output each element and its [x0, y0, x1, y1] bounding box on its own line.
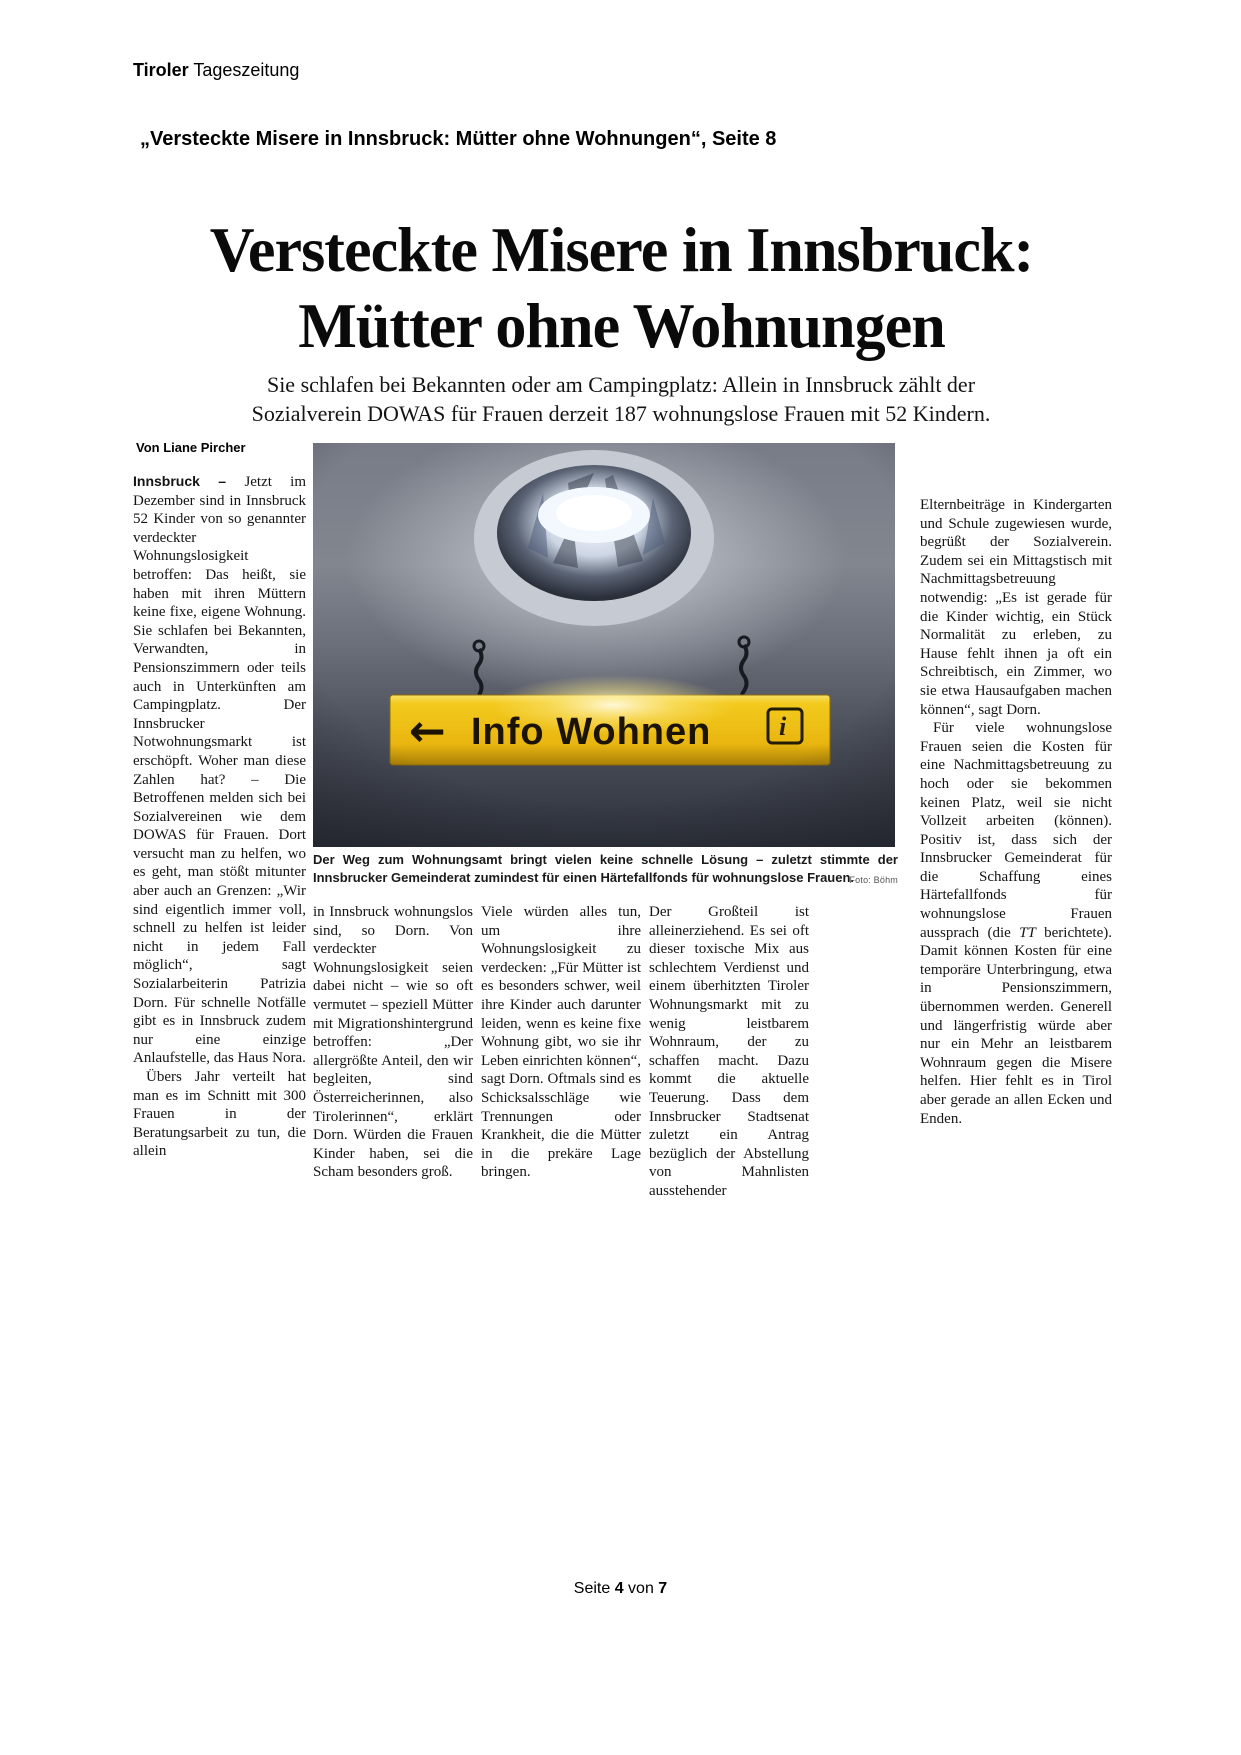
article-reference-line: „Versteckte Misere in Innsbruck: Mütter ohne Wohnungen“, Seite 8 [140, 128, 777, 150]
article-photo [313, 443, 895, 847]
page-footer [0, 1580, 1241, 1598]
paragraph: Viele würden alles tun, um ihre Wohnungslosigkeit zu verdecken: „Für Mütter ist es besonders schwer, weil ihre Kinder auch darunter leiden, wenn es keine fixe Wohnung gibt, wo sie ihr Leben einrichten können“, sagt Dorn. Oftmals sind es Schicksalsschläge wie Trennungen oder Krankheit, die die Mütter in die prekäre Lage bringen. [481, 904, 641, 1181]
body-column-2 [313, 903, 473, 1182]
caption-text: Der Weg zum Wohnungsamt bringt vielen keine schnelle Lösung – zuletzt stimmte der Innsbrucker Gemeinderat zumindest für einen Härtefallfonds für wohnungslose Frauen. [313, 852, 898, 885]
paragraph: Übers Jahr verteilt hat man es im Schnitt mit 300 Frauen in der Beratungsarbeit zu tun, die allein [133, 1069, 306, 1160]
body-column-1 [133, 472, 306, 1161]
masthead [133, 60, 299, 81]
footer-total-pages: 7 [658, 1580, 668, 1597]
footer-current-page: 4 [614, 1580, 624, 1597]
paragraph [920, 719, 1112, 1128]
headline [148, 212, 1096, 364]
headline-line-1: Versteckte Misere in Innsbruck: [209, 214, 1034, 285]
body-text: berichtete). Damit können Kosten für eine temporäre Unterbringung, etwa in Pensionszimmern, übernommen werden. Generell und längerfristig würde aber nur ein Mehr an leistbarem Wohnraum gegen die Misere helfen. Hier fehlt es in Tirol aber gerade an allen Ecken und Enden. [920, 924, 1112, 1127]
body-column-5 [920, 496, 1112, 1128]
location-lead-in: Innsbruck – [133, 473, 245, 489]
headline-line-2: Mütter ohne Wohnungen [298, 290, 945, 361]
photo-credit: Foto: Böhm [849, 875, 898, 885]
paragraph [133, 472, 306, 1068]
photo-caption [313, 851, 898, 887]
body-column-3 [481, 903, 641, 1182]
footer-separator: von [623, 1580, 659, 1597]
photo-vignette [313, 443, 895, 847]
byline: Von Liane Pircher [136, 440, 246, 455]
paragraph: Der Großteil ist alleinerziehend. Es sei oft dieser toxische Mix aus schlechtem Verdienst und einem überhitzten Tiroler Wohnungsmarkt mit zu wenig leistbarem Wohnraum, der zu schaffen macht. Dazu kommt die aktuelle Teuerung. Dass dem Innsbrucker Stadtsenat zuletzt ein Antrag bezüglich der Abstellung von Mahnlisten ausstehender [649, 904, 809, 1199]
body-text: Jetzt im Dezember sind in Innsbruck 52 Kinder von so genannter verdeckter Wohnungslosigkeit betroffen: Das heißt, sie haben mit ihren Müttern keine fixe, eigene Wohnung. Sie schlafen bei Bekannten, Verwandten, in Pensionszimmern oder teils auch in Unterkünften am Campingplatz. Der Innsbrucker Notwohnungsmarkt ist erschöpft. Woher man diese Zahlen hat? – Die Betroffenen melden sich bei Sozialvereinen wie dem DOWAS für Frauen. Dort versucht man zu helfen, wo es geht, man stößt mitunter aber auch an Grenzen: „Wir sind eigentlich immer voll, schnell zu helfen ist leider nicht in jedem Fall möglich“, sagt Sozialarbeiterin Patrizia Dorn. Für schnelle Notfälle gibt es in Innsbruck zudem nur eine einzige Anlaufstelle, das Haus Nora. [133, 474, 306, 1067]
paragraph: Elternbeiträge in Kindergarten und Schule zugewiesen wurde, begrüßt der Sozialverein. Zudem sei ein Mittagstisch mit Nachmittagsbetreuung notwendig: „Es ist gerade für die Kinder wichtig, ein Stück Normalität zu erleben, zu Hause fehlt ihnen ja oft ein Schreibtisch, ein Zimmer, wo sie etwa Hausaufgaben machen können“, sagt Dorn. [920, 497, 1112, 718]
tt-abbreviation: TT [1019, 924, 1036, 941]
masthead-suffix: Tageszeitung [188, 60, 300, 80]
body-column-4 [649, 903, 809, 1201]
footer-prefix: Seite [573, 1580, 615, 1597]
masthead-brand: Tiroler [133, 60, 189, 80]
paragraph: in Innsbruck wohnungslos sind, so Dorn. Von verdeckter Wohnungslosigkeit seien dabei nicht – wie so oft vermutet – speziell Mütter mit Migrationshintergrund betroffen: „Der allergrößte Anteil, den wir begleiten, sind Österreicherinnen, also Tirolerinnen“, erklärt Dorn. Würden die Frauen Kinder haben, sei die Scham besonders groß. [313, 904, 473, 1181]
body-text: Für viele wohnungslose Frauen seien die Kosten für eine Nachmittagsbetreuung zu hoch oder sie bekommen keinen Platz, weil sie nicht Vollzeit arbeiten (können). Positiv ist, dass sich der Innsbrucker Gemeinderat für die Schaffung eines Härtefallfonds für wohnungslose Frauen aussprach (die [920, 720, 1112, 941]
standfirst: Sie schlafen bei Bekannten oder am Campingplatz: Allein in Innsbruck zählt der Sozialverein DOWAS für Frauen derzeit 187 wohnungslose Frauen mit 52 Kindern. [251, 372, 991, 426]
